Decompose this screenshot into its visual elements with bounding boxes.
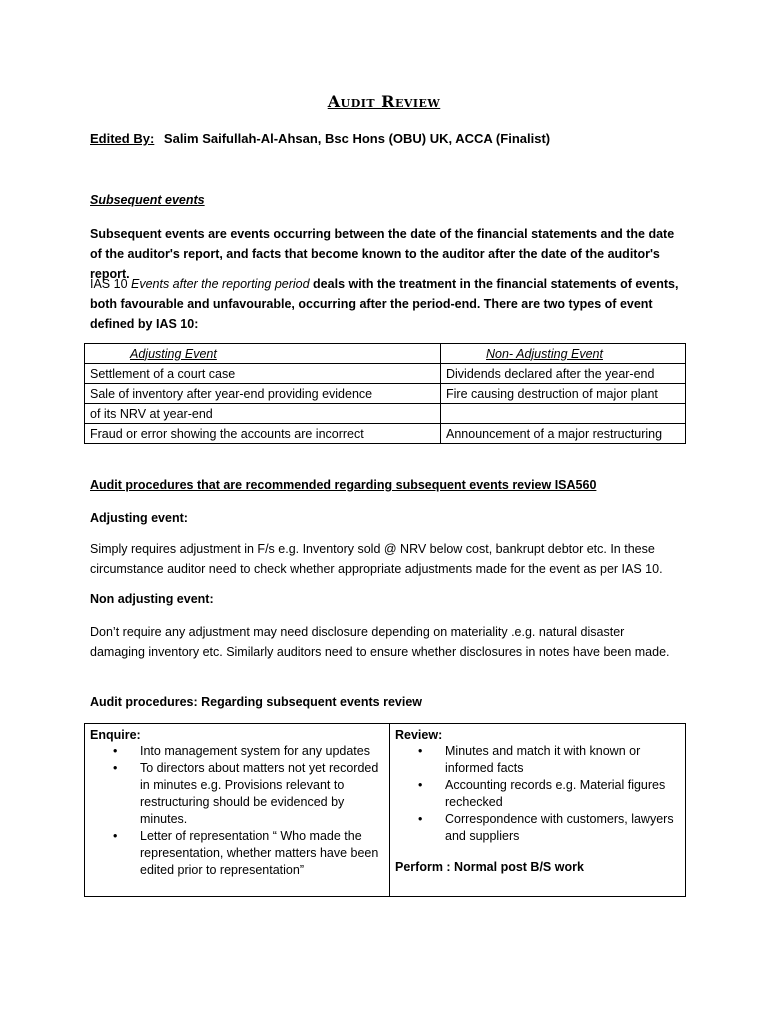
editor-line <box>90 131 550 146</box>
bullet-icon: • <box>418 744 423 758</box>
document-title: Audit Review <box>327 92 441 111</box>
non-adjusting-cell: Dividends declared after the year-end <box>441 364 686 384</box>
table-row <box>85 404 686 424</box>
adjusting-cell: Settlement of a court case <box>85 364 441 384</box>
non-prefix: Non- <box>486 346 514 361</box>
adjusting-cell: Fraud or error showing the accounts are incorrect <box>85 424 441 444</box>
adjusting-event-header: Adjusting Event <box>85 344 441 364</box>
non-adjusting-cell: Announcement of a major restructuring <box>441 424 686 444</box>
procedures-table <box>84 723 686 897</box>
review-cell <box>390 724 686 897</box>
list-item <box>113 743 384 760</box>
enquire-list <box>90 743 384 879</box>
list-item <box>418 743 680 777</box>
audit-procedures-heading: Audit procedures that are recommended regarding subsequent events review ISA560 <box>90 478 597 492</box>
review-title: Review: <box>395 728 443 742</box>
adjusting-cell: Sale of inventory after year-end providing evidence <box>85 384 441 404</box>
non-adjusting-event-header <box>441 344 686 364</box>
event-types-table <box>84 343 686 444</box>
editor-label: Edited By: <box>90 131 155 146</box>
subsequent-events-heading: Subsequent events <box>90 193 205 207</box>
bullet-icon: • <box>113 829 118 843</box>
list-item-text: Minutes and match it with known or informed facts <box>445 744 641 775</box>
table-row <box>85 424 686 444</box>
table-row <box>85 364 686 384</box>
procedures-row <box>85 724 686 897</box>
adjusting-cell: of its NRV at year-end <box>85 404 441 424</box>
non-adjusting-cell <box>441 404 686 424</box>
table-row <box>85 384 686 404</box>
bullet-icon: • <box>418 778 423 792</box>
list-item-text: Letter of representation “ Who made the representation, whether matters have been edited prior to representation” <box>140 829 379 877</box>
non-adjusting-cell: Fire causing destruction of major plant <box>441 384 686 404</box>
ias10-standard-title: Events after the reporting period <box>131 277 310 291</box>
review-list <box>395 743 680 845</box>
ias10-text: deals with the treatment in the financial statements of events, both favourable and unfavourable, occurring after the period-end. There are two types of event defined by IAS 10: <box>90 277 679 331</box>
subsequent-events-definition: Subsequent events are events occurring between the date of the financial statements and the date of the auditor's report, and facts that become known to the auditor after the date of the auditor's report. <box>90 227 675 281</box>
non-adjusting-event-text: Don’t require any adjustment may need disclosure depending on materiality .e.g. natural disaster damaging inventory etc. Similarly auditors need to ensure whether disclosures in notes have been made. <box>90 625 670 659</box>
list-item-text: Into management system for any updates <box>140 744 370 758</box>
list-item <box>113 828 384 879</box>
list-item-text: To directors about matters not yet recorded in minutes e.g. Provisions relevant to restructuring should be evidenced by minutes. <box>140 761 379 826</box>
list-item-text: Accounting records e.g. Material figures rechecked <box>445 778 666 809</box>
ias10-prefix: IAS 10 <box>90 277 131 291</box>
review-procedures-heading: Audit procedures: Regarding subsequent events review <box>90 695 423 709</box>
adjusting-event-subheading: Adjusting event: <box>90 511 188 525</box>
bullet-icon: • <box>113 761 118 775</box>
enquire-cell <box>85 724 390 897</box>
enquire-title: Enquire: <box>90 728 141 742</box>
bullet-icon: • <box>418 812 423 826</box>
list-item-text: Correspondence with customers, lawyers and suppliers <box>445 812 674 843</box>
editor-name: Salim Saifullah-Al-Ahsan, Bsc Hons (OBU) UK, ACCA (Finalist) <box>163 131 551 146</box>
list-item <box>418 777 680 811</box>
table-header-row <box>85 344 686 364</box>
non-header-label: Adjusting Event <box>513 346 603 361</box>
list-item <box>113 760 384 828</box>
bullet-icon: • <box>113 744 118 758</box>
list-item <box>418 811 680 845</box>
non-adjusting-event-subheading: Non adjusting event: <box>90 592 214 606</box>
ias10-paragraph <box>90 274 680 334</box>
perform-line: Perform : Normal post B/S work <box>395 860 584 874</box>
adjusting-event-text: Simply requires adjustment in F/s e.g. Inventory sold @ NRV below cost, bankrupt debtor etc. In these circumstance auditor need to check whether appropriate adjustments made for the event as per IAS 10. <box>90 542 663 576</box>
